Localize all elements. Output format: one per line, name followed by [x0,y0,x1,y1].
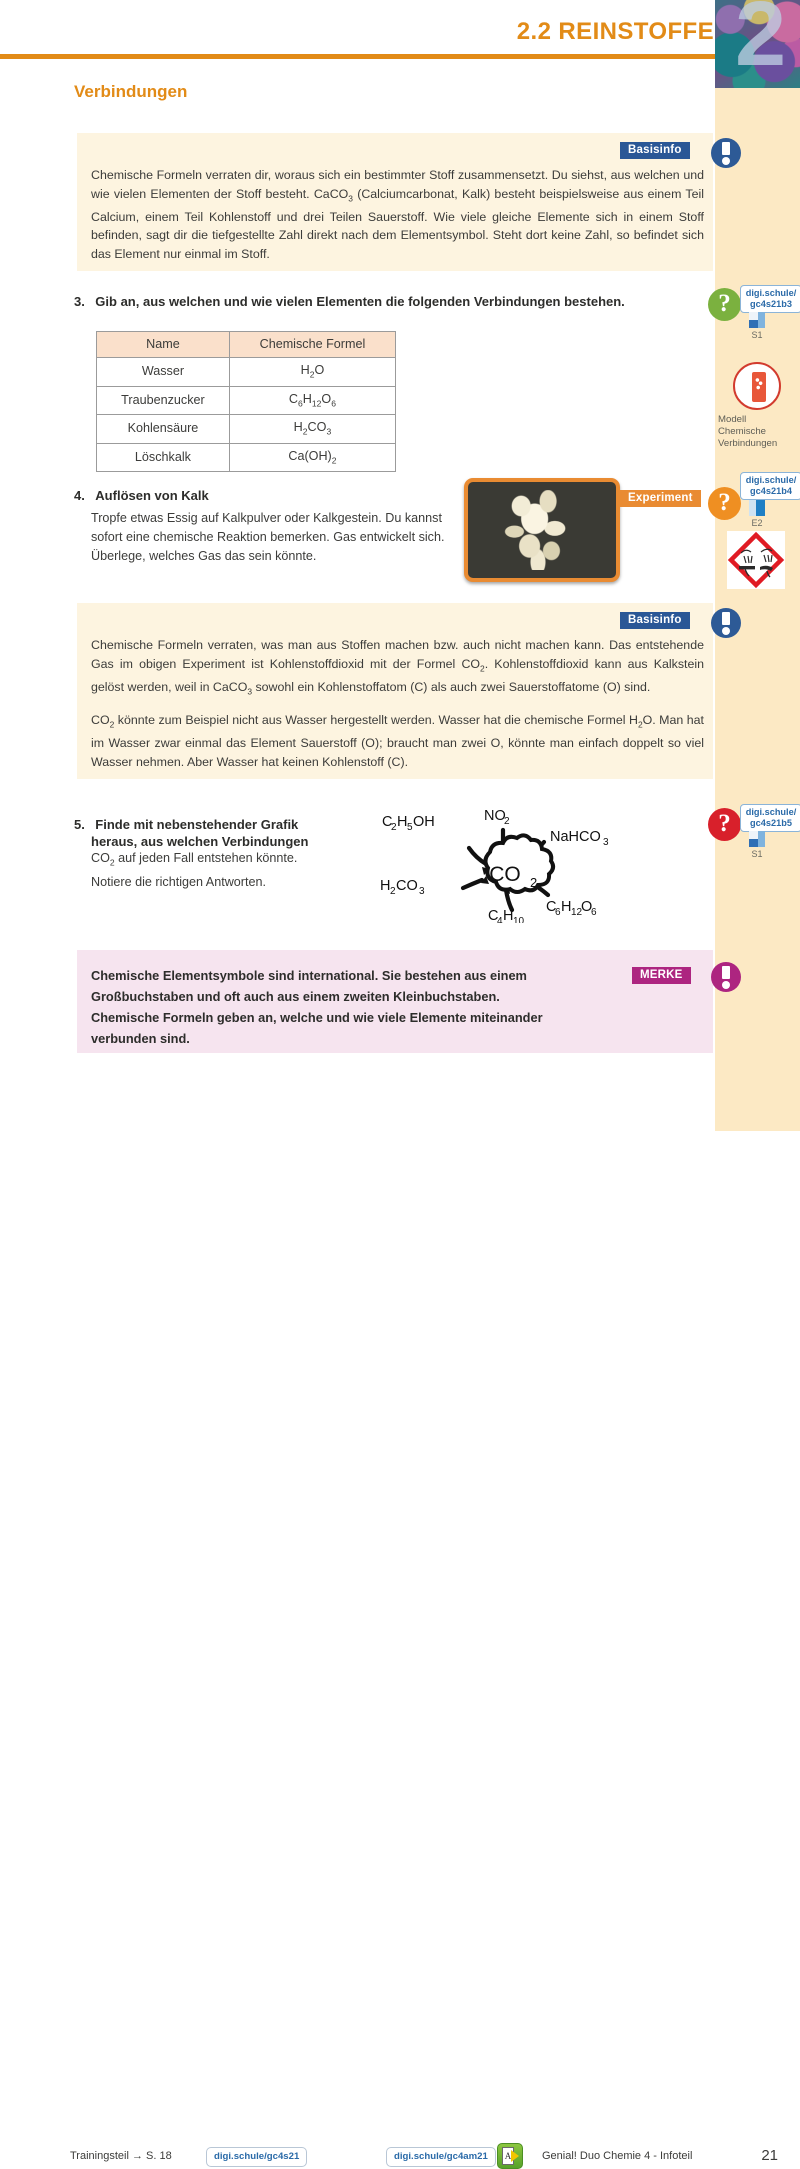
cell-formula: $H_2CO_3$ [229,415,395,444]
task-5-body-line1: $CO_2$ auf jeden Fall entstehen könnte. [91,851,298,868]
task-4-heading: Auflösen von Kalk [95,488,209,503]
s1-icon-3 [749,831,765,847]
chapter-title: 2.2 REINSTOFFE [516,18,714,45]
basisinfo-badge-1: Basisinfo [620,142,690,159]
svg-text:5: 5 [407,822,413,833]
merke-line-4: verbunden sind. [91,1031,190,1046]
task-4 [74,487,454,566]
chapter-number: 2 [735,0,787,85]
svg-text:CO: CO [396,878,418,894]
svg-text:12: 12 [571,907,583,918]
svg-text:2: 2 [530,875,538,890]
svg-text:3: 3 [603,837,609,848]
svg-text:H: H [397,814,408,830]
merke-line-2: Großbuchstaben und oft auch aus einem zweiten Kleinbuchstaben. [91,989,500,1004]
e2-icon [749,500,765,516]
sidebar-code-1-line1: digi.schule/ [745,288,797,298]
svg-text:3: 3 [419,886,425,897]
svg-text:6: 6 [591,907,597,918]
formula-table [96,331,396,472]
modell-label-line2: Chemische [718,426,766,437]
table-header-row [97,332,396,358]
co2-sources-diagram [378,808,628,923]
svg-text:2: 2 [391,822,397,833]
basisinfo-text-2-p1: Chemische Formeln verraten, was man aus Stoffen machen bzw. auch nicht machen kann. Das entstehende Gas im obigen Experiment ist Kohlenstoffdioxid mit der Formel $CO_2$. Kohlenstoffdioxid kann aus Kalkstein gelöst werden, weil in CaCO$_3$ sowohl ein Kohlenstoffatom (C) als auch zwei Sauerstoffatome (O) sind. [91,638,704,697]
modell-label-line3: Verbindungen [718,438,778,449]
task-3-number: 3. [74,294,85,309]
e2-label: E2 [751,518,763,528]
header-rule [0,54,722,59]
app-icon[interactable] [497,2143,523,2169]
sidebar-code-3-line2: gc4s21b5 [750,818,792,828]
svg-text:2: 2 [390,886,396,897]
svg-text:OH: OH [413,814,435,830]
sidebar-code-2-line1: digi.schule/ [745,475,797,485]
task-5-heading-line1: Finde mit nebenstehender Grafik [95,817,299,832]
svg-text:C: C [488,908,499,923]
basisinfo-badge-2: Basisinfo [620,612,690,629]
modell-icon[interactable] [733,362,781,410]
page-footer [0,1070,800,2164]
task-5-number: 5. [74,817,85,832]
merke-line-1: Chemische Elementsymbole sind international. Sie bestehen aus einem [91,968,527,983]
basisinfo-text-2-p2: $CO_2$ könnte zum Beispiel nicht aus Wasser hergestellt werden. Wasser hat die chemische Formel $H_2O$. Man hat im Wasser zwar einmal das Element Sauerstoff (O); braucht man zwei O, könnte man einfach doppelt so viel Wasser nehmen. Aber Wasser hat keinen Kohlenstoff (C). [91,713,704,769]
page-number: 21 [761,2147,778,2164]
sidebar-marker-1[interactable]: ? [708,288,741,321]
task-3 [74,293,704,311]
task-5-heading-line2: heraus, aus welchen Verbindungen [91,834,309,849]
svg-text:CO: CO [489,863,521,886]
footer-training-text: Trainingsteil → S. 18 [70,2150,172,2162]
task-4-body: Tropfe etwas Essig auf Kalkpulver oder Kalkgestein. Du kannst sofort eine chemische Reaktion bemerken. Gas entwickelt sich. Überlege, welches Gas das sein könnte. [91,511,445,563]
svg-text:2: 2 [504,816,510,827]
cell-name: Wasser [97,358,230,387]
s1-icon-1 [749,312,765,328]
footer-code-pill-1[interactable]: digi.schule/gc4s21 [206,2147,307,2167]
svg-text:C: C [546,899,557,915]
s1-label-1: S1 [751,330,763,340]
table-row [97,443,396,472]
task-5 [74,816,374,892]
table-row [97,358,396,387]
basisinfo-icon-2 [711,608,741,638]
sidebar-marker-3[interactable]: ? [708,808,741,841]
cell-name: Löschkalk [97,443,230,472]
app-icon-arrow [511,2150,519,2162]
task-3-heading: Gib an, aus welchen und wie vielen Elementen die folgenden Verbindungen bestehen. [95,294,625,309]
experiment-photo [464,478,620,582]
footer-code-pill-2[interactable]: digi.schule/gc4am21 [386,2147,496,2167]
svg-text:H: H [380,878,391,894]
limestone-image [496,490,580,570]
basisinfo-text-1: Chemische Formeln verraten dir, woraus sich ein bestimmter Stoff zusammensetzt. Du siehst, aus welchen und wie vielen Elementen der Stoff besteht. CaCO$_3$ (Calciumcarbonat, Kalk) besteht beispielsweise aus einem Teil Calcium, einem Teil Kohlenstoff und drei Teilen Sauerstoff. Wie viele gleiche Elemente sich in einem Stoff befinden, sagt dir die tiefgestellte Zahl direkt nach dem Elementsymbol. Steht dort keine Zahl, so befindet sich das Element nur einmal im Stoff. [91,168,704,261]
task-5-body-line2: Notiere die richtigen Antworten. [91,874,267,889]
modell-label [718,414,798,450]
column-header-name: Name [97,332,230,358]
cell-formula: $C_6H_{12}O_6$ [229,386,395,415]
experiment-badge: Experiment [620,490,701,507]
modell-label-line1: Modell [718,414,747,425]
sidebar-code-2[interactable] [740,472,800,500]
cell-formula: $Ca(OH)_2$ [229,443,395,472]
s1-label-3: S1 [751,849,763,859]
phone-glyph [752,372,766,402]
table-row [97,386,396,415]
svg-text:NO: NO [484,808,506,824]
svg-text:C: C [382,814,393,830]
merke-line-3: Chemische Formeln geben an, welche und wie viele Elemente miteinander [91,1010,543,1025]
footer-book-title: Genial! Duo Chemie 4 - Infoteil [542,2150,693,2162]
task-4-number: 4. [74,488,85,503]
sidebar-code-2-line2: gc4s21b4 [750,486,792,496]
basisinfo-icon-1 [711,138,741,168]
cell-formula: $H_2O$ [229,358,395,387]
merke-icon [711,962,741,992]
svg-text:O: O [581,899,593,915]
svg-text:NaHCO: NaHCO [550,829,601,845]
merke-text [91,965,611,1049]
section-title: Verbindungen [74,82,188,101]
sidebar-code-1-line2: gc4s21b3 [750,299,792,309]
merke-badge: MERKE [632,967,691,984]
svg-text:6: 6 [555,907,561,918]
chapter-cover-image [715,0,800,88]
svg-text:4: 4 [497,916,503,923]
app-icon-page: A [502,2147,514,2165]
svg-text:H: H [561,899,572,915]
table-row [97,415,396,444]
sidebar-code-3[interactable] [740,804,800,832]
cell-name: Kohlensäure [97,415,230,444]
cell-name: Traubenzucker [97,386,230,415]
sidebar-marker-2[interactable]: ? [708,487,741,520]
column-header-formula: Chemische Formel [229,332,395,358]
svg-text:10: 10 [513,916,525,923]
svg-text:H: H [503,908,514,923]
hazard-pictogram-corrosive [727,531,785,589]
sidebar-code-1[interactable] [740,285,800,313]
sidebar-code-3-line1: digi.schule/ [745,807,797,817]
